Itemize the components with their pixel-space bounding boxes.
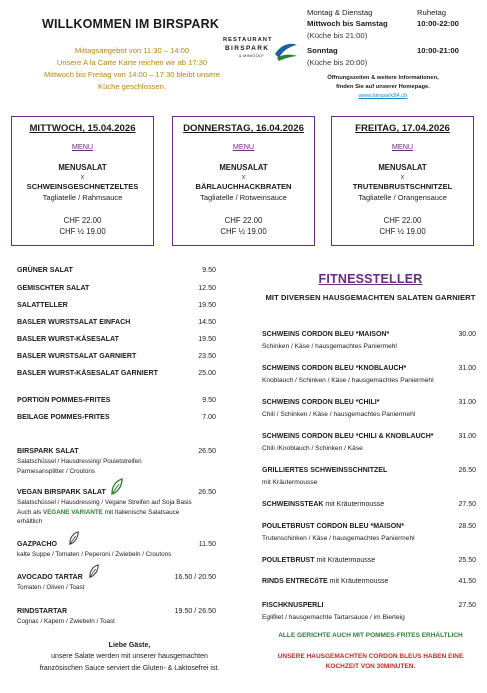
day-menu-card: [11, 116, 154, 246]
menu-link[interactable]: MENU: [391, 142, 414, 151]
menu-half-price: CHF ½ 19.00: [220, 227, 267, 236]
menu-item: [262, 501, 479, 513]
desc-line: Salatschüssel / Hausdressing / Vegane Streifen auf Soja Basis: [17, 499, 192, 506]
item-price: 30.00: [458, 331, 476, 338]
menu-item: [262, 602, 479, 614]
note-heading: Liebe Gäste,: [108, 642, 151, 649]
note-line: unsere Salate werden mit unserer hausgemachten: [51, 653, 208, 661]
item-price: 26.50: [458, 467, 476, 474]
item-name: BASLER WURST-KÄSESALAT: [17, 335, 119, 343]
item-description: Knoblauch / Schinken / Käse / hausgemachtes Paniermehl: [262, 377, 434, 384]
item-name: GRÜNER SALAT: [17, 266, 73, 274]
hours-sub: (Küche bis 21:00): [307, 30, 368, 40]
menu-starter: MENUSALAT: [58, 163, 107, 172]
hours-label: Mittwoch bis Samstag: [307, 19, 388, 29]
vegan-leaf-icon: [110, 478, 124, 496]
item-price: 26.50: [198, 488, 216, 496]
vegan-leaf-icon: [88, 564, 100, 579]
menu-item: [262, 467, 479, 479]
item-description: [17, 617, 227, 627]
menu-item: [262, 331, 479, 343]
item-price: 27.50: [458, 602, 476, 609]
item-name: BASLER WURST-KÄSESALAT GARNIERT: [17, 369, 158, 377]
note-line: KOCHZEIT VON 30MINUTEN.: [325, 663, 416, 670]
item-name: BASLER WURSTSALAT EINFACH: [17, 318, 131, 326]
item-price: 19.50: [198, 335, 216, 343]
item-price: 16.50 / 20.50: [174, 573, 216, 581]
menu-separator: x: [400, 174, 405, 181]
day-menu-card: [172, 116, 315, 246]
item-description: [17, 550, 227, 560]
menu-link[interactable]: MENU: [71, 142, 94, 151]
restaurant-logo: [217, 36, 302, 70]
menu-item: [17, 352, 222, 364]
item-description: mit Kräutermousse: [262, 479, 318, 486]
item-price: 12.50: [198, 284, 216, 292]
day-date: MITTWOCH, 15.04.2026: [29, 123, 136, 134]
hours-value: 10:00-22:00: [417, 19, 459, 29]
item-name: PORTION POMMES-FRITES: [17, 396, 111, 404]
menu-item: [262, 433, 479, 445]
item-name: BASLER WURSTSALAT GARNIERT: [17, 352, 137, 360]
day-date: DONNERSTAG, 16.04.2026: [183, 123, 304, 134]
menu-side: Tagliatelle / Rahmsauce: [42, 193, 123, 202]
menu-item: [17, 335, 222, 347]
menu-price: CHF 22.00: [224, 216, 263, 225]
menu-item: [262, 557, 479, 569]
desc-line: Tomaten / Oliven / Toast: [17, 584, 85, 591]
logo-line: BIRSPARK: [225, 45, 270, 52]
hours-sub: (Küche bis 20:00): [307, 57, 368, 67]
item-name: BEILAGE POMMES-FRITES: [17, 413, 110, 421]
item-price: 27.50: [458, 501, 476, 508]
item-description: Trutenschinken / Käse / hausgemachtes Paniermehl: [262, 535, 415, 542]
item-description: [17, 457, 227, 476]
desc-line: Parmesansplitter / Croutons: [17, 467, 96, 475]
menu-item: [262, 365, 479, 377]
menu-item: [17, 301, 222, 313]
item-description: [17, 583, 227, 593]
item-price: 19.50 / 26.50: [174, 607, 216, 615]
item-price: 28.50: [458, 523, 476, 530]
day-date: FREITAG, 17.04.2026: [355, 123, 450, 134]
desc-line: erhältlich: [17, 518, 43, 526]
menu-dish: TRUTENBRUSTSCHNITZEL: [352, 182, 453, 191]
menu-side: Tagliatelle / Orangensauce: [358, 193, 447, 202]
item-price: 19.50: [198, 301, 216, 309]
item-name: GAZPACHO: [17, 540, 58, 548]
item-description: Chili / Schinken / Käse / hausgemachtes Paniermehl: [262, 411, 416, 418]
item-price: 11.50: [198, 540, 216, 548]
fitness-title: FITNESSTELLER: [318, 272, 423, 286]
menu-half-price: CHF ½ 19.00: [379, 227, 426, 236]
menu-item: [17, 284, 222, 296]
menu-item: [262, 523, 479, 535]
menu-item: [262, 399, 479, 411]
item-description: Chili /Knoblauch / Schinken / Käse: [262, 445, 363, 452]
logo-swoosh-icon: [273, 40, 299, 62]
desc-line: Auch als VEGANE VARIANTE mit Italienische Salatsauce: [17, 508, 180, 516]
menu-starter: MENUSALAT: [378, 163, 427, 172]
item-name: POULETBRUST mit Kräutermousse: [262, 557, 376, 564]
item-name: SCHWEINS CORDON BLEU *CHILI & KNOBLAUCH*: [262, 433, 434, 440]
item-price: 14.50: [198, 318, 216, 326]
item-name: POULETBRUST CORDON BLEU *MAISON*: [262, 523, 404, 530]
item-price: 7.00: [202, 413, 216, 421]
item-name: SCHWEINS CORDON BLEU *KNOBLAUCH*: [262, 365, 407, 372]
item-name: RINDSTARTAR: [17, 607, 68, 615]
lunch-line: Unsere A la Carte Karte reichen wir ab 17:30: [56, 58, 208, 67]
menu-separator: x: [241, 174, 246, 181]
menu-side: Tagliatelle / Rotweinsauce: [200, 193, 287, 202]
lunch-info: [32, 45, 232, 93]
item-name: GEMISCHTER SALAT: [17, 284, 90, 292]
item-name: AVOCADO TARTAR: [17, 573, 83, 581]
hours-info-line: finden Sie auf unserer Homepage.: [336, 83, 430, 90]
fitness-subtitle: MIT DIVERSEN HAUSGEMACHTEN SALATEN GARNIERT: [265, 293, 476, 302]
item-price: 31.00: [458, 433, 476, 440]
menu-price: CHF 22.00: [383, 216, 422, 225]
note-line: UNSERE HAUSGEMACHTEN CORDON BLEUS HABEN EINE: [277, 653, 464, 660]
salad-note: [17, 640, 242, 674]
item-name: RINDS ENTRECôTE mit Kräutermousse: [262, 578, 389, 585]
item-description: [17, 498, 227, 527]
hours-info-line: Öffnungszeiten & weitere Informationen,: [327, 74, 439, 81]
hours-label: Sonntag: [307, 46, 338, 56]
homepage-link[interactable]: www.birspark24.ch: [358, 92, 408, 99]
item-price: 25.50: [458, 557, 476, 564]
menu-starter: MENUSALAT: [219, 163, 268, 172]
vegan-variant-highlight: VEGANE VARIANTE: [42, 508, 103, 516]
lunch-line: Mittagsangebot von 11:30 – 14:00: [74, 46, 190, 55]
hours-value: Ruhetag: [417, 8, 447, 17]
note-line: französischen Sauce serviert die Gluten- & Laktosefrei ist.: [39, 664, 220, 672]
menu-separator: x: [80, 174, 85, 181]
menu-item: [17, 369, 222, 381]
item-name: SCHWEINSSTEAK mit Kräutermousse: [262, 501, 385, 508]
item-name: VEGAN BIRSPARK SALAT: [17, 488, 106, 496]
menu-item: [17, 318, 222, 330]
menu-item: [262, 578, 479, 590]
lunch-line: Mittwoch bis Freitag von 14:00 – 17:30 bleibt unsere: [43, 70, 221, 79]
item-price: 9.50: [202, 396, 216, 404]
item-name: SALATTELLER: [17, 301, 68, 309]
item-name: BIRSPARK SALAT: [17, 447, 79, 455]
item-price: 25.00: [198, 369, 216, 377]
item-price: 23.50: [198, 352, 216, 360]
menu-item: [17, 396, 222, 408]
desc-line: Salatschüssel / Hausdressing/ Pouletstreifen: [17, 458, 142, 465]
lunch-line: Küche geschlossen.: [98, 82, 166, 91]
hours-value: 10:00-21:00: [417, 46, 459, 56]
logo-line: & MINIGOLF: [239, 54, 264, 58]
item-name: SCHWEINS CORDON BLEU *CHILI*: [262, 399, 380, 406]
item-description: Eglifilet / hausgemachte Tartarsauce / im Bierteig: [262, 614, 405, 621]
item-name: SCHWEINS CORDON BLEU *MAISON*: [262, 331, 390, 338]
day-menu-card: [331, 116, 474, 246]
opening-hours: [307, 7, 479, 101]
hours-label: Montag & Dienstag: [307, 8, 373, 17]
menu-item: [17, 413, 222, 425]
hours-info: [303, 74, 463, 101]
desc-line: kalte Suppe / Tomaten / Peperoni / Zwiebeln / Croutons: [17, 551, 172, 558]
item-price: 41.50: [458, 578, 476, 585]
menu-dish: BÄRLAUCHHACKBRATEN: [195, 182, 292, 191]
item-price: 26.50: [198, 447, 216, 455]
menu-price: CHF 22.00: [63, 216, 102, 225]
pommes-note: ALLE GERICHTE AUCH MIT POMMES-FRITES ERHÄLTLICH: [278, 632, 463, 639]
item-price: 31.00: [458, 399, 476, 406]
item-price: 31.00: [458, 365, 476, 372]
item-name: FISCHKNUSPERLI: [262, 602, 324, 609]
desc-line: Cognac / Kapern / Zwiebeln / Toast: [17, 618, 115, 625]
cooking-time-note: [258, 652, 483, 672]
vegan-leaf-icon: [68, 531, 80, 546]
menu-half-price: CHF ½ 19.00: [59, 227, 106, 236]
item-name: GRILLIERTES SCHWEINSSCHNITZEL: [262, 467, 388, 474]
page-title: WILLKOMMEN IM BIRSPARK: [42, 17, 220, 31]
item-price: 9.50: [202, 266, 216, 274]
menu-dish: SCHWEINSGESCHNETZELTES: [26, 182, 139, 191]
logo-line: RESTAURANT: [223, 37, 273, 43]
menu-item: [17, 266, 222, 278]
item-description: Schinken / Käse / hausgemachtes Paniermehl: [262, 343, 397, 350]
menu-link[interactable]: MENU: [232, 142, 255, 151]
